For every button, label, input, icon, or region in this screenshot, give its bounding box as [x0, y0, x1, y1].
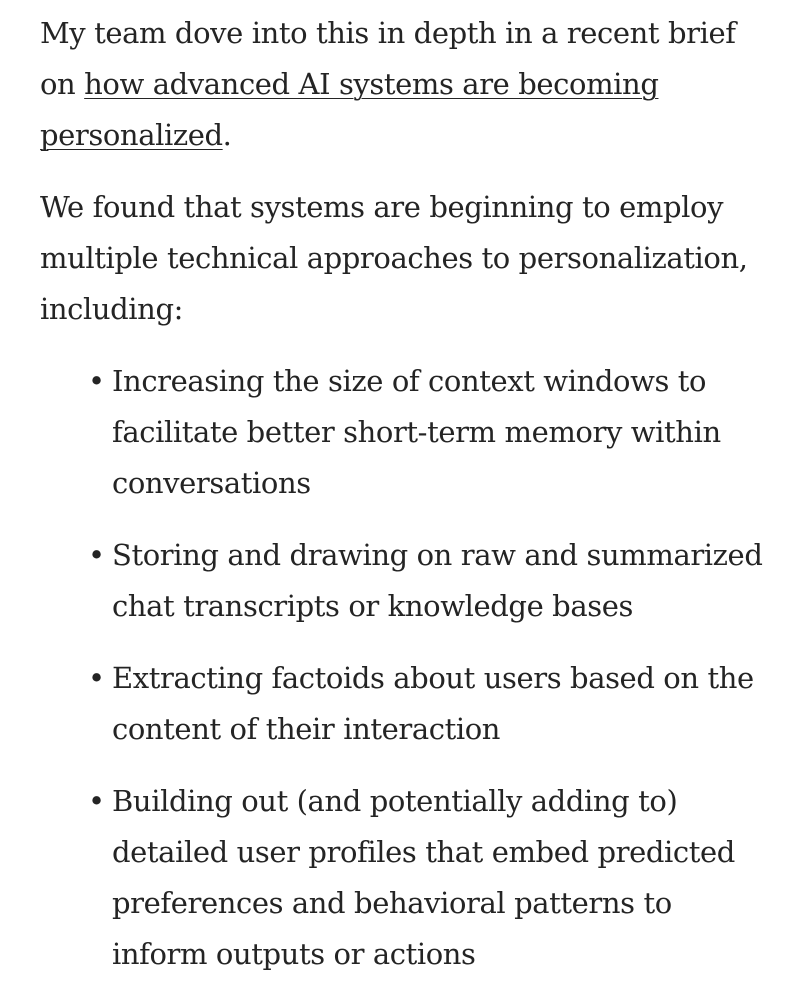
bullet-icon: • — [88, 784, 105, 818]
list-item — [85, 530, 770, 632]
article-body — [40, 8, 770, 980]
intro-text: My team dove into this in depth in a recent brief on — [40, 16, 736, 101]
bullet-icon: • — [88, 538, 105, 572]
intro-paragraph — [40, 8, 770, 161]
intro-period: . — [222, 118, 232, 152]
list-item-text: Increasing the size of context windows to facilitate better short-term memory within conversations — [112, 364, 721, 500]
list-item-text: Storing and drawing on raw and summarized chat transcripts or knowledge bases — [112, 538, 763, 623]
findings-paragraph: We found that systems are beginning to employ multiple technical approaches to personalization, including: — [40, 190, 748, 326]
bullet-icon: • — [88, 364, 105, 398]
list-item-text: Building out (and potentially adding to) detailed user profiles that embed predicted preferences and behavioral patterns to inform outputs or actions — [112, 784, 735, 971]
approaches-list — [40, 356, 770, 980]
list-item — [85, 653, 770, 755]
bullet-icon: • — [88, 661, 105, 695]
brief-link[interactable]: how advanced AI systems are becoming personalized — [40, 67, 659, 152]
list-item — [85, 776, 770, 980]
list-item — [85, 356, 770, 509]
list-item-text: Extracting factoids about users based on the content of their interaction — [112, 661, 754, 746]
